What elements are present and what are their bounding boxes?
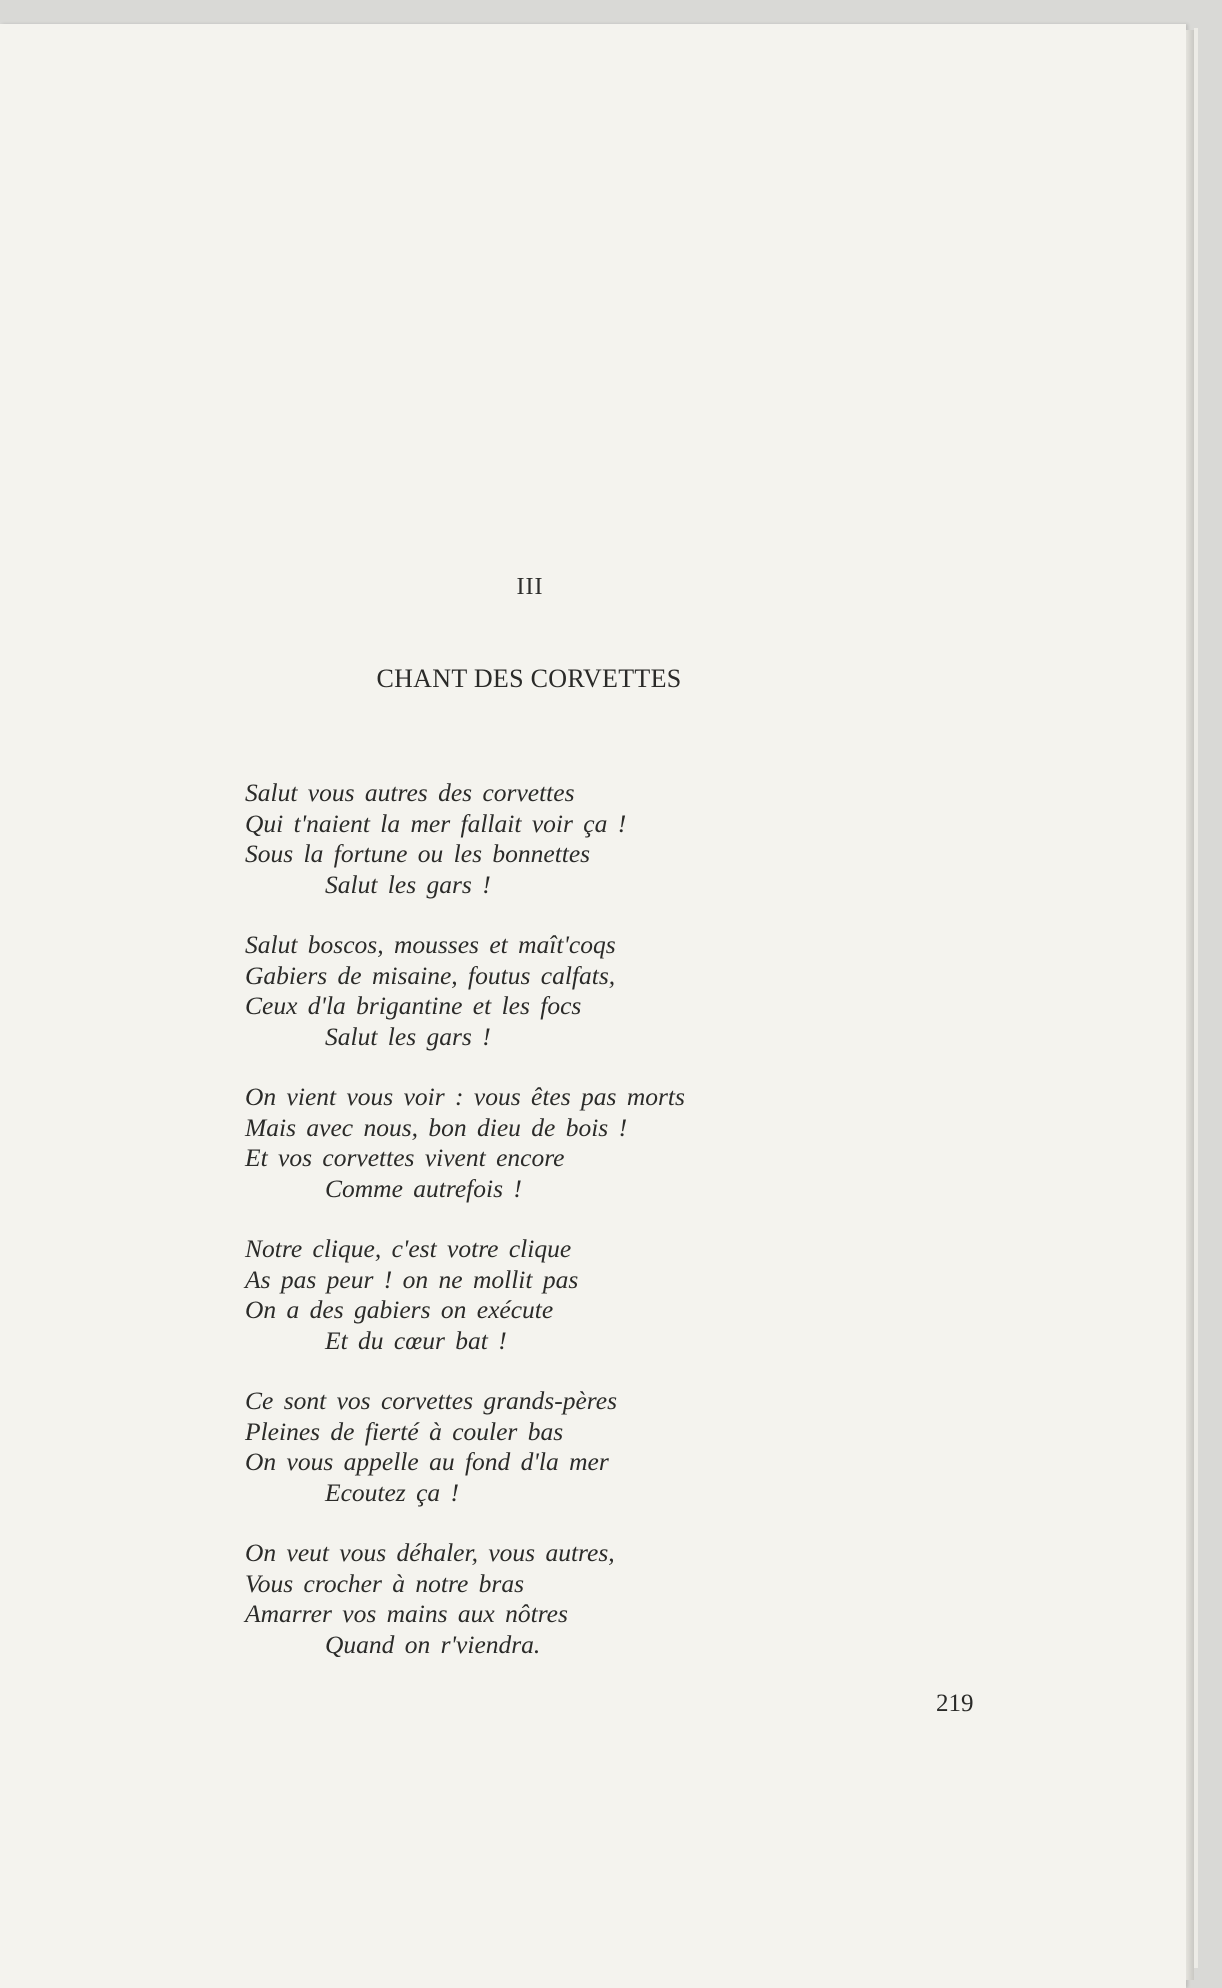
- page-edge-strip: [1194, 28, 1198, 1968]
- stanza: [245, 1386, 865, 1508]
- poem-line: Sous la fortune ou les bonnettes: [245, 839, 591, 868]
- poem-line: On vous appelle au fond d'la mer: [245, 1447, 609, 1476]
- poem-line: Gabiers de misaine, foutus calfats,: [245, 960, 616, 990]
- poem-line: Salut boscos, mousses et maît'coqs: [245, 930, 616, 959]
- poem-line: On vient vous voir : vous êtes pas morts: [245, 1082, 685, 1111]
- stanza: [245, 1234, 865, 1356]
- poem-line: Mais avec nous, bon dieu de bois !: [245, 1112, 628, 1142]
- poem-line: Ce sont vos corvettes grands-pères: [245, 1386, 617, 1415]
- poem-line: Qui t'naient la mer fallait voir ça !: [245, 808, 627, 838]
- poem-refrain-line: Comme autrefois !: [325, 1173, 522, 1203]
- poem-line: Notre clique, c'est votre clique: [245, 1234, 572, 1263]
- poem-refrain-line: Quand on r'viendra.: [325, 1629, 541, 1659]
- poem: [245, 778, 865, 1690]
- song-title: CHANT DES CORVETTES: [376, 664, 682, 693]
- poem-line: Salut vous autres des corvettes: [245, 778, 575, 807]
- section-number: III: [516, 574, 544, 600]
- poem-line: Et vos corvettes vivent encore: [245, 1143, 565, 1172]
- poem-line: As pas peur ! on ne mollit pas: [245, 1264, 579, 1294]
- page-number: 219: [936, 1690, 974, 1717]
- poem-refrain-line: Et du cœur bat !: [325, 1325, 507, 1355]
- stanza: [245, 1082, 865, 1204]
- poem-line: Amarrer vos mains aux nôtres: [245, 1599, 568, 1628]
- poem-refrain-line: Salut les gars !: [325, 869, 491, 899]
- page-edge-shadow: [1186, 30, 1194, 1980]
- poem-line: Pleines de fierté à couler bas: [245, 1416, 564, 1446]
- stanza: [245, 930, 865, 1052]
- poem-line: On veut vous déhaler, vous autres,: [245, 1538, 615, 1567]
- poem-refrain-line: Ecoutez ça !: [325, 1477, 460, 1507]
- stanza: [245, 778, 865, 900]
- stanza: [245, 1538, 865, 1660]
- poem-line: On a des gabiers on exécute: [245, 1295, 554, 1324]
- poem-line: Vous crocher à notre bras: [245, 1568, 525, 1598]
- poem-line: Ceux d'la brigantine et les focs: [245, 991, 582, 1020]
- poem-refrain-line: Salut les gars !: [325, 1021, 491, 1051]
